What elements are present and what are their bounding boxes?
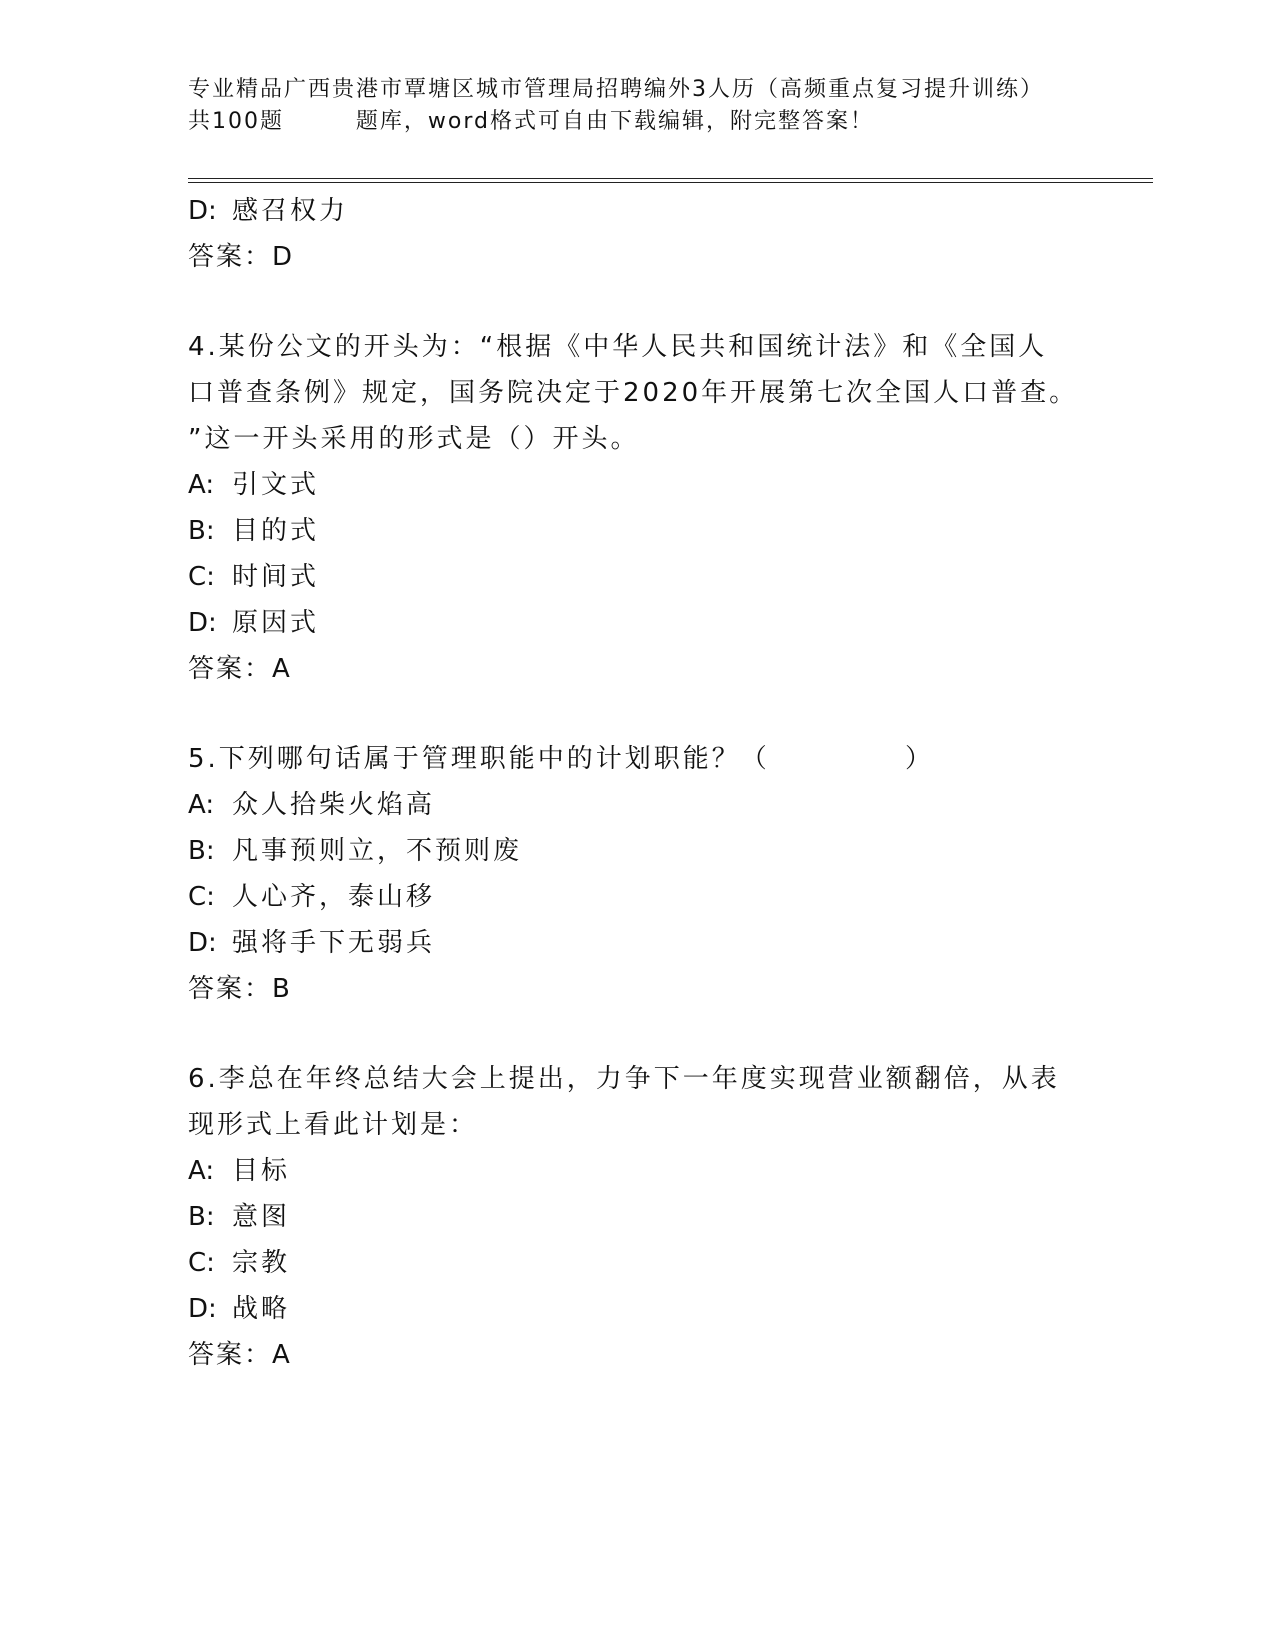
option-key: D: [188,928,217,958]
option-text: 宗教 [232,1248,291,1278]
question-text-line: 5.下列哪句话属于管理职能中的计划职能？（ ） [188,744,934,774]
option-key: C: [188,562,215,592]
option-key: A: [188,470,215,500]
question-text-line: 口普查条例》规定，国务院决定于2020年开展第七次全国人口普查。 [188,378,1079,408]
option-d [188,188,1088,234]
answer-line: 答案：B [188,974,292,1004]
question-4 [188,324,1088,692]
option-key: D: [188,608,217,638]
option-d [188,600,1088,646]
header-double-rule [188,178,1153,183]
option-text: 目的式 [232,516,320,546]
option-key: B: [188,836,215,866]
option-text: 意图 [232,1202,291,1232]
option-key: C: [188,882,215,912]
question-text-line: 6.李总在年终总结大会上提出，力争下一年度实现营业额翻倍，从表 [188,1064,1060,1094]
option-key: A: [188,790,215,820]
option-text: 目标 [232,1156,291,1186]
option-key: D: [188,196,217,226]
option-b [188,828,1088,874]
document-header [188,74,1088,138]
option-d [188,1286,1088,1332]
header-subtitle-line: 共100题 题库，word格式可自由下载编辑，附完整答案！ [188,109,875,134]
option-text: 强将手下无弱兵 [232,928,436,958]
option-key: A: [188,1156,215,1186]
option-b [188,508,1088,554]
option-text: 战略 [232,1294,291,1324]
option-c [188,554,1088,600]
question-text-line: 现形式上看此计划是： [188,1110,479,1140]
option-d [188,920,1088,966]
answer-line: 答案：D [188,242,295,272]
option-a [188,1148,1088,1194]
question-list [188,188,1088,1378]
question-5 [188,736,1088,1012]
option-key: D: [188,1294,217,1324]
option-key: B: [188,516,215,546]
option-a [188,782,1088,828]
header-title-line: 专业精品广西贵港市覃塘区城市管理局招聘编外3人历（高频重点复习提升训练） [188,77,1044,102]
question-text-line: 4.某份公文的开头为：“根据《中华人民共和国统计法》和《全国人 [188,332,1048,362]
option-text: 人心齐，泰山移 [232,882,436,912]
option-key: B: [188,1202,215,1232]
option-b [188,1194,1088,1240]
option-key: C: [188,1248,215,1278]
option-a [188,462,1088,508]
answer-line: 答案：A [188,654,292,684]
option-text: 引文式 [232,470,320,500]
option-c [188,874,1088,920]
question-6 [188,1056,1088,1378]
option-text: 感召权力 [232,196,349,226]
option-text: 凡事预则立，不预则废 [232,836,523,866]
option-text: 众人拾柴火焰高 [232,790,436,820]
question-text-line: ”这一开头采用的形式是（）开头。 [188,424,640,454]
option-text: 时间式 [232,562,320,592]
answer-line: 答案：A [188,1340,292,1370]
option-c [188,1240,1088,1286]
option-text: 原因式 [232,608,320,638]
